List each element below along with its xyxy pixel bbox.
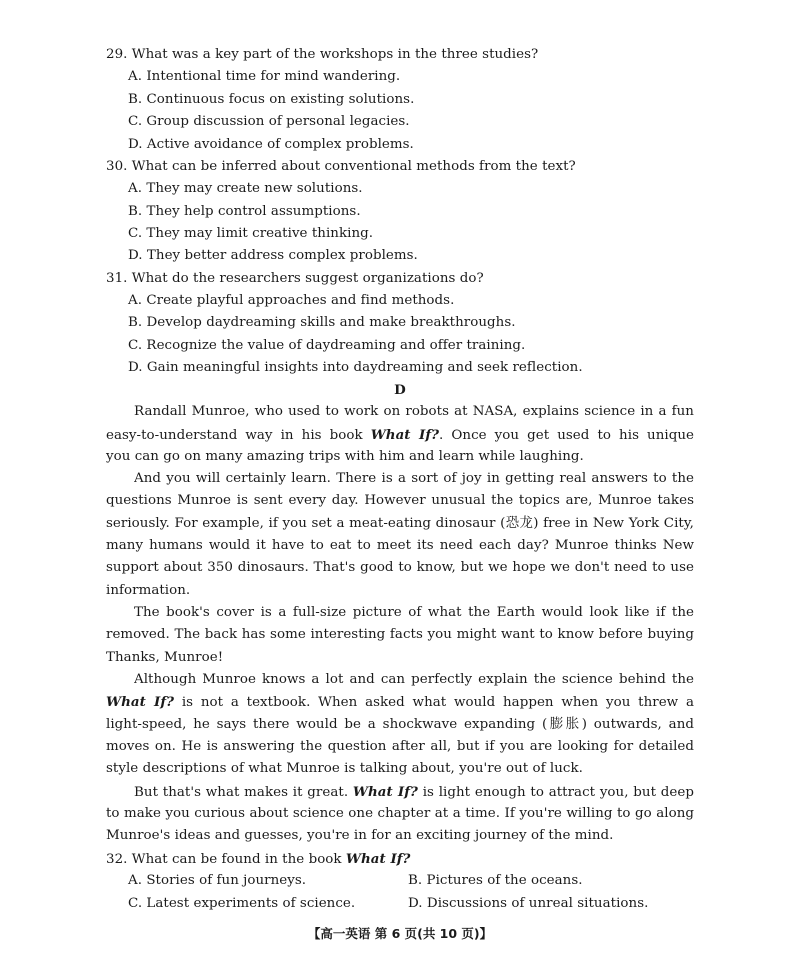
- book-title: What If?: [106, 694, 175, 710]
- passage-p5-line2: to make you curious about science one chapter at a time. If you're willing to go along: [106, 806, 694, 821]
- passage-p2-line4: many humans would it have to eat to meet its need each day? Munroe thinks New: [106, 538, 694, 553]
- passage-p2-line2: questions Munroe is sent every day. However unusual the topics are, Munroe takes: [106, 493, 694, 508]
- passage-p1-line2: [106, 426, 694, 444]
- passage-p5-line1-b: is light enough to attract you, but deep: [422, 785, 694, 800]
- question-29-option-c: C. Group discussion of personal legacies.: [128, 114, 410, 129]
- passage-p2-line5: support about 350 dinosaurs. That's good to know, but we hope we don't need to use: [106, 560, 694, 575]
- passage-p2-line1: And you will certainly learn. There is a sort of joy in getting real answers to the: [134, 471, 694, 486]
- passage-p4-line1: Although Munroe knows a lot and can perfectly explain the science behind the: [134, 672, 694, 687]
- passage-p1-line3: you can go on many amazing trips with him and learn while laughing.: [106, 449, 584, 464]
- passage-p2-line6: information.: [106, 583, 191, 598]
- passage-p5-line3: Munroe's ideas and guesses, you're in for an exciting journey of the mind.: [106, 828, 614, 843]
- passage-p4-line3: light-speed, he says there would be a shockwave expanding (膨胀) outwards, and: [106, 717, 694, 732]
- passage-p3-line1: The book's cover is a full-size picture of what the Earth would look like if the: [134, 605, 694, 620]
- question-32-option-d: D. Discussions of unreal situations.: [408, 896, 649, 911]
- question-31-option-c: C. Recognize the value of daydreaming and offer training.: [128, 338, 526, 353]
- question-29-stem: 29. What was a key part of the workshops in the three studies?: [106, 47, 539, 62]
- section-heading: D: [394, 382, 406, 398]
- question-32-option-b: B. Pictures of the oceans.: [408, 873, 583, 888]
- question-30-stem: 30. What can be inferred about conventional methods from the text?: [106, 159, 576, 174]
- question-32-option-a: A. Stories of fun journeys.: [128, 873, 307, 888]
- book-title: What If?: [352, 784, 418, 800]
- passage-p3-line3: Thanks, Munroe!: [106, 650, 224, 665]
- page-footer: 【高一英语 第 6 页(共 10 页)】: [307, 926, 493, 941]
- passage-p4-line5: style descriptions of what Munroe is talking about, you're out of luck.: [106, 761, 583, 776]
- passage-p4-line2: [106, 693, 694, 711]
- question-32-stem-text: 32. What can be found in the book: [106, 852, 346, 867]
- question-30-option-b: B. They help control assumptions.: [128, 204, 361, 219]
- question-29-option-b: B. Continuous focus on existing solutions.: [128, 92, 415, 107]
- passage-p4-line2-rest: is not a textbook. When asked what would happen when you threw a: [181, 695, 694, 710]
- question-30-option-a: A. They may create new solutions.: [128, 181, 363, 196]
- question-31-option-b: B. Develop daydreaming skills and make breakthroughs.: [128, 315, 516, 330]
- question-29-option-a: A. Intentional time for mind wandering.: [128, 69, 401, 84]
- passage-p1-line1: Randall Munroe, who used to work on robots at NASA, explains science in a fun: [134, 404, 694, 419]
- passage-p2-line3: seriously. For example, if you set a meat-eating dinosaur (恐龙) free in New York City,: [106, 516, 694, 531]
- passage-p5-line1-a: But that's what makes it great.: [134, 785, 353, 800]
- passage-p4-line4: moves on. He is answering the question after all, but if you are looking for detailed: [106, 739, 694, 754]
- passage-p1-line2-b: . Once you get used to his unique: [439, 428, 694, 443]
- passage-p3-line2: removed. The back has some interesting facts you might want to know before buying: [106, 627, 694, 642]
- question-29-option-d: D. Active avoidance of complex problems.: [128, 137, 414, 152]
- book-title: What If?: [345, 851, 411, 867]
- question-30-option-d: D. They better address complex problems.: [128, 248, 418, 263]
- question-31-option-d: D. Gain meaningful insights into daydreaming and seek reflection.: [128, 360, 583, 375]
- book-title: What If?: [370, 427, 440, 443]
- passage-p5-line1: [134, 783, 694, 801]
- question-32-option-c: C. Latest experiments of science.: [128, 896, 356, 911]
- question-30-option-c: C. They may limit creative thinking.: [128, 226, 374, 241]
- passage-p1-line2-a: easy-to-understand way in his book: [106, 428, 371, 443]
- question-32-stem: [106, 850, 410, 869]
- question-31-stem: 31. What do the researchers suggest organizations do?: [106, 271, 484, 286]
- question-31-option-a: A. Create playful approaches and find methods.: [128, 293, 455, 308]
